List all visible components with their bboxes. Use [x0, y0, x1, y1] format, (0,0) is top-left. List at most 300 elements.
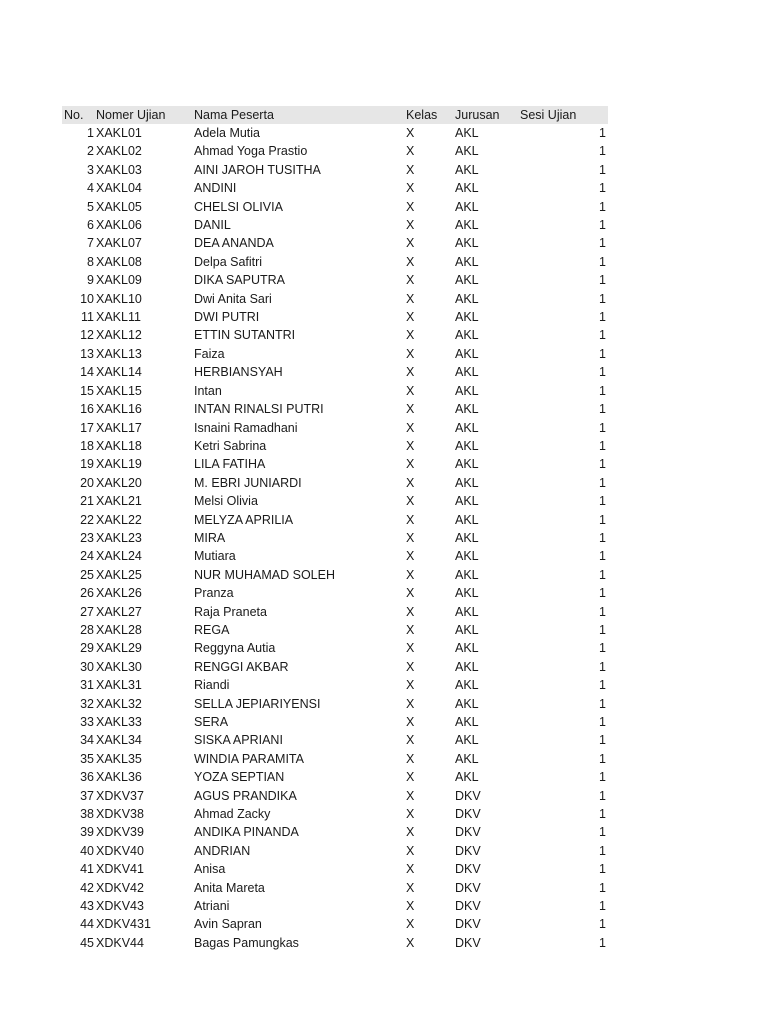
cell-sesi-ujian: 1 [599, 457, 606, 472]
table-row [62, 860, 608, 878]
cell-no: 36 [80, 770, 94, 785]
cell-kelas: X [406, 291, 415, 306]
cell-sesi-ujian: 1 [599, 641, 606, 656]
cell-sesi-ujian: 1 [599, 788, 606, 803]
cell-no: 26 [80, 586, 94, 601]
table-row [62, 805, 608, 823]
cell-nomer-ujian: XAKL18 [96, 438, 142, 453]
cell-kelas: X [406, 126, 415, 140]
cell-no: 8 [87, 254, 94, 269]
cell-sesi-ujian: 1 [599, 935, 606, 950]
cell-no: 14 [80, 365, 94, 380]
cell-sesi-ujian: 1 [599, 751, 606, 766]
cell-no: 34 [80, 733, 94, 748]
cell-nama-peserta: NUR MUHAMAD SOLEH [194, 567, 335, 582]
cell-nama-peserta: MIRA [194, 530, 226, 545]
cell-nama-peserta: WINDIA PARAMITA [194, 751, 304, 766]
cell-no: 31 [80, 678, 94, 693]
cell-sesi-ujian: 1 [599, 825, 606, 840]
cell-no: 40 [80, 843, 94, 858]
table-row [62, 768, 608, 786]
cell-jurusan: AKL [455, 383, 479, 398]
cell-nomer-ujian: XAKL28 [96, 622, 142, 637]
cell-jurusan: AKL [455, 126, 479, 140]
cell-jurusan: AKL [455, 494, 479, 509]
cell-jurusan: AKL [455, 512, 479, 527]
cell-sesi-ujian: 1 [599, 420, 606, 435]
cell-jurusan: DKV [455, 862, 481, 877]
cell-nama-peserta: HERBIANSYAH [194, 365, 283, 380]
table-row [62, 584, 608, 602]
cell-nomer-ujian: XAKL03 [96, 162, 142, 177]
cell-jurusan: AKL [455, 254, 479, 269]
cell-sesi-ujian: 1 [599, 144, 606, 159]
cell-no: 29 [80, 641, 94, 656]
cell-jurusan: DKV [455, 880, 481, 895]
table-row [62, 603, 608, 621]
cell-sesi-ujian: 1 [599, 770, 606, 785]
cell-nomer-ujian: XAKL13 [96, 346, 142, 361]
cell-jurusan: AKL [455, 604, 479, 619]
table-body [62, 124, 608, 952]
table-row [62, 161, 608, 179]
cell-nama-peserta: Melsi Olivia [194, 494, 258, 509]
cell-jurusan: DKV [455, 917, 481, 932]
cell-nama-peserta: Ahmad Zacky [194, 807, 271, 822]
cell-sesi-ujian: 1 [599, 402, 606, 417]
table-row [62, 492, 608, 510]
cell-kelas: X [406, 917, 415, 932]
table-row [62, 566, 608, 584]
cell-nama-peserta: Ketri Sabrina [194, 438, 267, 453]
cell-sesi-ujian: 1 [599, 126, 606, 140]
table-row [62, 363, 608, 381]
cell-no: 33 [80, 715, 94, 729]
table-row [62, 897, 608, 915]
header-sesi-ujian: Sesi Ujian [520, 108, 577, 122]
table-row [62, 676, 608, 694]
cell-nomer-ujian: XAKL04 [96, 181, 142, 196]
cell-kelas: X [406, 770, 415, 785]
cell-kelas: X [406, 586, 415, 601]
cell-sesi-ujian: 1 [599, 715, 606, 729]
cell-nama-peserta: Atriani [194, 899, 230, 914]
cell-jurusan: DKV [455, 935, 481, 950]
cell-kelas: X [406, 236, 415, 251]
cell-sesi-ujian: 1 [599, 162, 606, 177]
table-row [62, 842, 608, 860]
cell-kelas: X [406, 438, 415, 453]
cell-jurusan: AKL [455, 199, 479, 214]
cell-jurusan: AKL [455, 291, 479, 306]
cell-jurusan: AKL [455, 567, 479, 582]
cell-kelas: X [406, 678, 415, 693]
cell-kelas: X [406, 365, 415, 380]
cell-no: 17 [80, 420, 94, 435]
cell-sesi-ujian: 1 [599, 696, 606, 711]
cell-kelas: X [406, 402, 415, 417]
cell-nomer-ujian: XAKL30 [96, 659, 142, 674]
cell-nomer-ujian: XAKL21 [96, 494, 142, 509]
cell-nama-peserta: SERA [194, 715, 229, 729]
cell-sesi-ujian: 1 [599, 733, 606, 748]
cell-nama-peserta: REGA [194, 622, 230, 637]
header-no: No. [64, 108, 84, 122]
cell-jurusan: AKL [455, 365, 479, 380]
cell-jurusan: AKL [455, 236, 479, 251]
cell-nomer-ujian: XDKV38 [96, 807, 144, 822]
table-row [62, 326, 608, 344]
cell-jurusan: AKL [455, 310, 479, 325]
cell-jurusan: AKL [455, 273, 479, 288]
cell-nomer-ujian: XAKL12 [96, 328, 142, 343]
cell-kelas: X [406, 346, 415, 361]
cell-jurusan: DKV [455, 788, 481, 803]
cell-kelas: X [406, 899, 415, 914]
cell-jurusan: DKV [455, 843, 481, 858]
cell-nomer-ujian: XAKL35 [96, 751, 142, 766]
cell-nomer-ujian: XAKL09 [96, 273, 142, 288]
cell-no: 1 [87, 126, 94, 140]
cell-nomer-ujian: XAKL08 [96, 254, 142, 269]
cell-kelas: X [406, 494, 415, 509]
cell-nama-peserta: SELLA JEPIARIYENSI [194, 696, 321, 711]
cell-kelas: X [406, 696, 415, 711]
table-row [62, 511, 608, 529]
cell-nama-peserta: Anita Mareta [194, 880, 265, 895]
cell-jurusan: AKL [455, 549, 479, 564]
cell-sesi-ujian: 1 [599, 678, 606, 693]
cell-no: 10 [80, 291, 94, 306]
table-row [62, 639, 608, 657]
cell-sesi-ujian: 1 [599, 807, 606, 822]
cell-jurusan: AKL [455, 346, 479, 361]
cell-kelas: X [406, 181, 415, 196]
cell-nama-peserta: Anisa [194, 862, 226, 877]
cell-kelas: X [406, 383, 415, 398]
cell-no: 4 [87, 181, 94, 196]
cell-jurusan: AKL [455, 770, 479, 785]
cell-jurusan: AKL [455, 218, 479, 233]
cell-nomer-ujian: XAKL27 [96, 604, 142, 619]
cell-jurusan: AKL [455, 457, 479, 472]
cell-nomer-ujian: XAKL20 [96, 475, 142, 490]
cell-no: 18 [80, 438, 94, 453]
cell-kelas: X [406, 751, 415, 766]
cell-nomer-ujian: XAKL36 [96, 770, 142, 785]
cell-nomer-ujian: XAKL07 [96, 236, 142, 251]
cell-sesi-ujian: 1 [599, 530, 606, 545]
cell-nomer-ujian: XDKV39 [96, 825, 144, 840]
cell-kelas: X [406, 273, 415, 288]
cell-nomer-ujian: XAKL02 [96, 144, 142, 159]
cell-sesi-ujian: 1 [599, 494, 606, 509]
cell-nomer-ujian: XAKL22 [96, 512, 142, 527]
cell-nama-peserta: Reggyna Autia [194, 641, 276, 656]
table-row [62, 308, 608, 326]
cell-jurusan: AKL [455, 733, 479, 748]
cell-nomer-ujian: XAKL34 [96, 733, 142, 748]
cell-nama-peserta: INTAN RINALSI PUTRI [194, 402, 324, 417]
cell-kelas: X [406, 254, 415, 269]
cell-jurusan: AKL [455, 659, 479, 674]
cell-kelas: X [406, 935, 415, 950]
cell-kelas: X [406, 512, 415, 527]
table-row [62, 474, 608, 492]
cell-nomer-ujian: XAKL19 [96, 457, 142, 472]
cell-no: 6 [87, 218, 94, 233]
table-row [62, 290, 608, 308]
table-row [62, 915, 608, 933]
cell-nomer-ujian: XAKL33 [96, 715, 142, 729]
table-row [62, 787, 608, 805]
cell-jurusan: AKL [455, 162, 479, 177]
cell-sesi-ujian: 1 [599, 254, 606, 269]
cell-sesi-ujian: 1 [599, 586, 606, 601]
cell-nomer-ujian: XAKL17 [96, 420, 142, 435]
cell-nomer-ujian: XAKL31 [96, 678, 142, 693]
cell-sesi-ujian: 1 [599, 622, 606, 637]
cell-jurusan: DKV [455, 825, 481, 840]
table-row [62, 750, 608, 768]
cell-no: 28 [80, 622, 94, 637]
cell-nomer-ujian: XAKL15 [96, 383, 142, 398]
cell-sesi-ujian: 1 [599, 880, 606, 895]
cell-kelas: X [406, 641, 415, 656]
participant-table [62, 106, 608, 952]
cell-jurusan: AKL [455, 696, 479, 711]
cell-nomer-ujian: XDKV42 [96, 880, 144, 895]
cell-no: 5 [87, 199, 94, 214]
cell-nama-peserta: DANIL [194, 218, 231, 233]
cell-kelas: X [406, 733, 415, 748]
table-row [62, 400, 608, 418]
cell-no: 16 [80, 402, 94, 417]
header-nomer-ujian: Nomer Ujian [96, 108, 166, 122]
table-row [62, 695, 608, 713]
table-row [62, 345, 608, 363]
cell-no: 45 [80, 935, 94, 950]
cell-nomer-ujian: XAKL29 [96, 641, 142, 656]
cell-no: 11 [81, 310, 94, 325]
cell-nomer-ujian: XAKL06 [96, 218, 142, 233]
cell-nama-peserta: Faiza [194, 346, 225, 361]
cell-nama-peserta: M. EBRI JUNIARDI [194, 475, 302, 490]
cell-nomer-ujian: XDKV43 [96, 899, 144, 914]
cell-nomer-ujian: XAKL05 [96, 199, 142, 214]
cell-jurusan: AKL [455, 586, 479, 601]
cell-kelas: X [406, 604, 415, 619]
header-jurusan: Jurusan [455, 108, 500, 122]
cell-nama-peserta: Delpa Safitri [194, 254, 263, 269]
cell-sesi-ujian: 1 [599, 383, 606, 398]
cell-kelas: X [406, 880, 415, 895]
cell-kelas: X [406, 622, 415, 637]
cell-no: 38 [80, 807, 94, 822]
cell-kelas: X [406, 310, 415, 325]
header-nama-peserta: Nama Peserta [194, 108, 274, 122]
table-row [62, 198, 608, 216]
table-row [62, 879, 608, 897]
table-row [62, 142, 608, 160]
cell-nomer-ujian: XAKL25 [96, 567, 142, 582]
cell-no: 19 [80, 457, 94, 472]
cell-nama-peserta: AINI JAROH TUSITHA [194, 162, 321, 177]
cell-kelas: X [406, 420, 415, 435]
cell-nomer-ujian: XAKL10 [96, 291, 142, 306]
cell-nomer-ujian: XDKV41 [96, 862, 144, 877]
cell-nama-peserta: Adela Mutia [194, 126, 261, 140]
cell-kelas: X [406, 549, 415, 564]
cell-no: 43 [80, 899, 94, 914]
cell-no: 13 [80, 346, 94, 361]
cell-kelas: X [406, 715, 415, 729]
cell-sesi-ujian: 1 [599, 236, 606, 251]
cell-sesi-ujian: 1 [599, 181, 606, 196]
cell-sesi-ujian: 1 [599, 862, 606, 877]
cell-nama-peserta: DEA ANANDA [194, 236, 274, 251]
cell-kelas: X [406, 843, 415, 858]
table-row [62, 934, 608, 952]
cell-sesi-ujian: 1 [599, 310, 606, 325]
table-row [62, 455, 608, 473]
cell-kelas: X [406, 659, 415, 674]
cell-jurusan: AKL [455, 328, 479, 343]
cell-jurusan: AKL [455, 475, 479, 490]
cell-nama-peserta: Bagas Pamungkas [194, 935, 299, 950]
cell-nama-peserta: LILA FATIHA [194, 457, 266, 472]
cell-nama-peserta: ANDINI [194, 181, 237, 196]
cell-sesi-ujian: 1 [599, 604, 606, 619]
cell-nama-peserta: RENGGI AKBAR [194, 659, 289, 674]
table-row [62, 124, 608, 142]
cell-no: 20 [80, 475, 94, 490]
cell-sesi-ujian: 1 [599, 475, 606, 490]
cell-kelas: X [406, 807, 415, 822]
cell-sesi-ujian: 1 [599, 917, 606, 932]
cell-no: 21 [80, 494, 94, 509]
cell-nama-peserta: Pranza [194, 586, 234, 601]
cell-nomer-ujian: XDKV431 [96, 917, 151, 932]
table-row [62, 731, 608, 749]
cell-nama-peserta: CHELSI OLIVIA [194, 199, 283, 214]
table-row [62, 437, 608, 455]
cell-nomer-ujian: XAKL32 [96, 696, 142, 711]
cell-kelas: X [406, 162, 415, 177]
cell-kelas: X [406, 218, 415, 233]
cell-no: 15 [80, 383, 94, 398]
table-row [62, 179, 608, 197]
cell-kelas: X [406, 567, 415, 582]
cell-nomer-ujian: XAKL11 [96, 310, 141, 325]
table-row [62, 547, 608, 565]
cell-nomer-ujian: XAKL16 [96, 402, 142, 417]
cell-nama-peserta: Dwi Anita Sari [194, 291, 272, 306]
cell-nomer-ujian: XAKL26 [96, 586, 142, 601]
cell-kelas: X [406, 475, 415, 490]
cell-jurusan: AKL [455, 420, 479, 435]
cell-nama-peserta: Isnaini Ramadhani [194, 420, 298, 435]
cell-nama-peserta: DWI PUTRI [194, 310, 260, 325]
cell-no: 41 [80, 862, 94, 877]
cell-nama-peserta: Ahmad Yoga Prastio [194, 144, 308, 159]
cell-sesi-ujian: 1 [599, 199, 606, 214]
cell-nomer-ujian: XAKL24 [96, 549, 142, 564]
cell-sesi-ujian: 1 [599, 291, 606, 306]
cell-nomer-ujian: XAKL23 [96, 530, 142, 545]
cell-kelas: X [406, 788, 415, 803]
cell-no: 27 [80, 604, 94, 619]
cell-nama-peserta: ANDIKA PINANDA [194, 825, 299, 840]
cell-no: 32 [80, 696, 94, 711]
cell-nama-peserta: Riandi [194, 678, 230, 693]
cell-jurusan: AKL [455, 622, 479, 637]
cell-nama-peserta: ETTIN SUTANTRI [194, 328, 296, 343]
cell-nama-peserta: AGUS PRANDIKA [194, 788, 297, 803]
table-row [62, 658, 608, 676]
cell-sesi-ujian: 1 [599, 346, 606, 361]
cell-no: 7 [87, 236, 94, 251]
cell-kelas: X [406, 144, 415, 159]
cell-kelas: X [406, 199, 415, 214]
cell-sesi-ujian: 1 [599, 438, 606, 453]
cell-nomer-ujian: XDKV40 [96, 843, 144, 858]
cell-jurusan: AKL [455, 144, 479, 159]
table-row [62, 271, 608, 289]
cell-no: 42 [80, 880, 94, 895]
cell-nama-peserta: Intan [194, 383, 222, 398]
cell-no: 24 [80, 549, 94, 564]
cell-sesi-ujian: 1 [599, 365, 606, 380]
cell-nama-peserta: ANDRIAN [194, 843, 251, 858]
cell-jurusan: AKL [455, 530, 479, 545]
cell-kelas: X [406, 825, 415, 840]
cell-sesi-ujian: 1 [599, 899, 606, 914]
cell-sesi-ujian: 1 [599, 512, 606, 527]
cell-no: 30 [80, 659, 94, 674]
cell-kelas: X [406, 530, 415, 545]
table-row [62, 419, 608, 437]
cell-no: 3 [87, 162, 94, 177]
cell-sesi-ujian: 1 [599, 843, 606, 858]
table-row [62, 253, 608, 271]
cell-sesi-ujian: 1 [599, 659, 606, 674]
table-header-row [62, 106, 608, 124]
cell-jurusan: AKL [455, 751, 479, 766]
cell-no: 9 [87, 273, 94, 288]
cell-jurusan: AKL [455, 438, 479, 453]
cell-jurusan: AKL [455, 678, 479, 693]
cell-jurusan: DKV [455, 899, 481, 914]
cell-nomer-ujian: XAKL14 [96, 365, 142, 380]
cell-sesi-ujian: 1 [599, 549, 606, 564]
table-row [62, 382, 608, 400]
cell-kelas: X [406, 328, 415, 343]
table-row [62, 621, 608, 639]
cell-jurusan: AKL [455, 641, 479, 656]
cell-sesi-ujian: 1 [599, 273, 606, 288]
cell-jurusan: DKV [455, 807, 481, 822]
cell-no: 12 [80, 328, 94, 343]
cell-nama-peserta: SISKA APRIANI [194, 733, 283, 748]
cell-nomer-ujian: XDKV44 [96, 935, 144, 950]
table-row [62, 823, 608, 841]
cell-kelas: X [406, 862, 415, 877]
cell-no: 35 [80, 751, 94, 766]
cell-no: 25 [80, 567, 94, 582]
cell-no: 23 [80, 530, 94, 545]
cell-no: 39 [80, 825, 94, 840]
